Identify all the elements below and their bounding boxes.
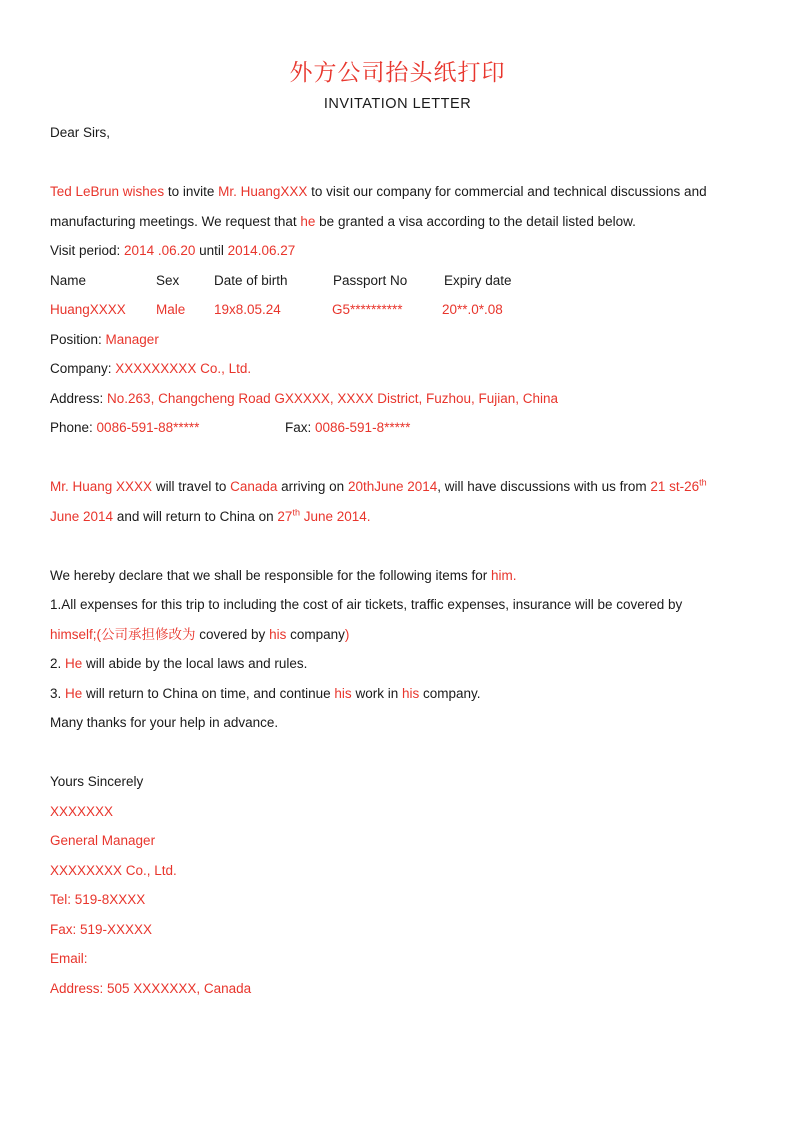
text-segment: No.263, Changcheng Road GXXXXX, XXXX District, Fuzhou, Fujian, China — [107, 390, 559, 406]
document-title-cn: 外方公司抬头纸打印 — [289, 60, 506, 86]
table-cell — [442, 295, 503, 325]
text-segment: until — [195, 243, 228, 258]
letter-line — [50, 354, 745, 384]
letter-line — [50, 295, 745, 325]
letter-line — [50, 266, 745, 296]
text-segment: covered by — [195, 626, 270, 642]
text-segment: 2. — [50, 656, 66, 671]
table-cell — [333, 266, 407, 296]
letter-line — [50, 915, 745, 945]
text-segment: Dear Sirs, — [50, 125, 111, 140]
text-segment: Male — [156, 302, 186, 317]
table-cell — [332, 295, 403, 325]
text-segment: Address: — [50, 390, 108, 406]
letter-line — [50, 561, 745, 591]
letter-body — [50, 118, 745, 1003]
text-segment: 0086-591-88***** — [96, 420, 200, 435]
letter-line — [50, 679, 745, 709]
letter-line — [50, 856, 745, 886]
text-segment: Tel: 519-8XXXX — [50, 892, 146, 907]
letter-line — [50, 384, 745, 414]
text-segment: work in — [351, 685, 402, 701]
text-segment: Address: 505 XXXXXXX, Canada — [50, 980, 252, 996]
letter-line — [50, 767, 745, 797]
letter-line — [50, 620, 745, 650]
text-segment: Passport No — [333, 272, 408, 288]
table-cell — [50, 295, 126, 325]
text-segment: 2014.06.27 — [227, 243, 296, 258]
text-segment: G5********** — [332, 302, 403, 317]
table-cell — [444, 266, 512, 296]
text-segment: Company: — [50, 361, 116, 376]
letter-line — [50, 944, 745, 974]
text-segment: ) — [344, 626, 350, 642]
text-segment: Expiry date — [444, 272, 512, 288]
table-cell — [214, 295, 281, 325]
letter-line — [50, 708, 745, 738]
text-segment: Fax: — [285, 420, 316, 435]
text-segment: June 2014. — [299, 508, 371, 524]
text-segment: Date of birth — [214, 272, 288, 288]
text-segment: 19x8.05.24 — [214, 302, 281, 317]
text-segment: Mr. Huang XXXX — [50, 479, 153, 494]
text-segment: company. — [419, 685, 481, 701]
table-cell — [214, 266, 288, 296]
letter-line — [50, 413, 745, 443]
text-segment: th — [292, 507, 300, 517]
text-segment: Many thanks for your help in advance. — [50, 715, 279, 730]
text-segment: Phone: — [50, 420, 97, 435]
text-segment: Manager — [105, 331, 159, 347]
letter-line — [50, 207, 745, 237]
text-segment: He — [65, 656, 83, 671]
text-segment: He — [65, 685, 83, 701]
text-segment: will return to China on time, and continue — [82, 685, 335, 701]
text-segment: be granted a visa according to the detail listed below. — [315, 213, 636, 229]
text-segment: 27 — [277, 508, 293, 524]
letter-line — [50, 472, 745, 502]
letter-line — [50, 177, 745, 207]
table-cell — [156, 295, 185, 325]
text-segment: 2014 .06.20 — [124, 243, 196, 258]
letter-line — [50, 797, 745, 827]
letter-line — [50, 502, 745, 532]
letter-line — [50, 974, 745, 1004]
text-segment: company — [286, 626, 345, 642]
text-segment: HuangXXXX — [50, 302, 126, 317]
text-segment: to invite — [164, 184, 219, 199]
letter-line — [50, 649, 745, 679]
text-segment: manufacturing meetings. We request that — [50, 213, 301, 229]
letter-line — [50, 826, 745, 856]
table-cell — [285, 413, 410, 443]
text-segment: Name — [50, 272, 87, 288]
blank-line — [50, 531, 745, 561]
text-segment: General Manager — [50, 833, 156, 848]
text-segment: he — [300, 213, 316, 229]
text-segment: Ted LeBrun wishes — [50, 184, 165, 199]
text-segment: Fax: 519-XXXXX — [50, 921, 153, 937]
text-segment: Visit period: — [50, 243, 125, 258]
text-segment: XXXXXXX — [50, 803, 114, 819]
blank-line — [50, 148, 745, 178]
letter-line — [50, 325, 745, 355]
text-segment: Canada — [230, 479, 278, 494]
table-cell — [156, 266, 179, 296]
letter-line — [50, 236, 745, 266]
text-segment: 20thJune 2014 — [347, 479, 438, 494]
text-segment: will travel to — [152, 479, 231, 494]
blank-line — [50, 738, 745, 768]
letter-line — [50, 590, 745, 620]
text-segment: to visit our company for commercial and technical discussions and — [307, 184, 707, 199]
text-segment: Mr. HuangXXX — [218, 184, 308, 199]
text-segment: 1.All expenses for this trip to including the cost of air tickets, traffic expenses, insurance will be covered by — [50, 597, 683, 612]
text-segment: 20**.0*.08 — [442, 302, 503, 317]
table-cell — [50, 413, 199, 443]
text-segment: , will have discussions with us from — [437, 479, 651, 494]
text-segment: his — [334, 685, 352, 701]
table-cell — [50, 266, 86, 296]
text-segment: and will return to China on — [113, 508, 278, 524]
letter-line — [50, 118, 745, 148]
text-segment: arriving on — [277, 479, 348, 494]
text-segment: will abide by the local laws and rules. — [82, 656, 308, 671]
text-segment: him. — [490, 567, 517, 583]
text-segment: th — [699, 477, 707, 488]
text-segment: Sex — [156, 272, 180, 288]
text-segment: XXXXXXXXX Co., Ltd. — [115, 361, 252, 376]
text-segment: XXXXXXXX Co., Ltd. — [50, 862, 177, 878]
text-segment: himself;(公司承担修改为 — [50, 626, 196, 642]
blank-line — [50, 443, 745, 473]
text-segment: Email: — [50, 951, 88, 966]
text-segment: his — [269, 626, 287, 642]
document-subtitle: INVITATION LETTER — [323, 96, 472, 112]
letter-line — [50, 885, 745, 915]
text-segment: 0086-591-8***** — [315, 420, 411, 435]
text-segment: 21 st-26 — [650, 479, 700, 494]
text-segment: We hereby declare that we shall be responsible for the following items for — [50, 567, 491, 583]
text-segment: June 2014 — [50, 508, 114, 524]
text-segment: Position: — [50, 331, 106, 347]
text-segment: his — [401, 685, 420, 701]
text-segment: Yours Sincerely — [50, 774, 144, 789]
text-segment: 3. — [50, 685, 66, 701]
